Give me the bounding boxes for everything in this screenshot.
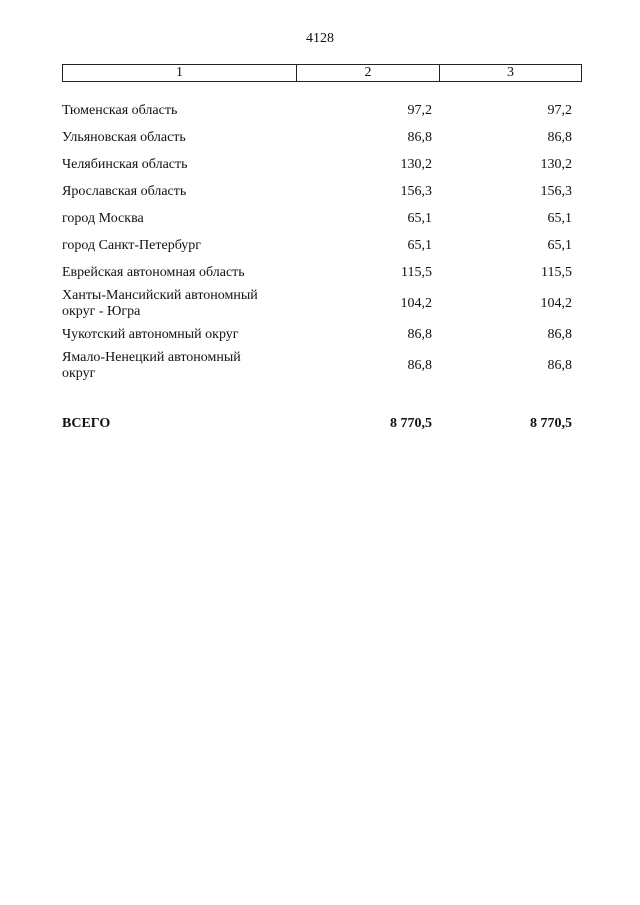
region-name-line2: округ [62, 366, 96, 381]
value-col2: 65,1 [407, 238, 432, 253]
value-col2: 86,8 [407, 130, 432, 145]
value-col2: 130,2 [400, 157, 432, 172]
column-header-3: 3 [440, 65, 582, 82]
table-row [62, 288, 578, 320]
value-col2: 86,8 [407, 327, 432, 342]
value-col3: 86,8 [547, 358, 572, 373]
value-col3: 115,5 [541, 265, 572, 280]
total-value-col2: 8 770,5 [390, 416, 432, 431]
table-row [62, 350, 578, 382]
region-name: город Москва [62, 211, 144, 226]
value-col3: 65,1 [547, 211, 572, 226]
value-col3: 86,8 [547, 130, 572, 145]
region-name: Челябинская область [62, 157, 188, 172]
total-value-col3: 8 770,5 [530, 416, 572, 431]
region-name: Ярославская область [62, 184, 187, 199]
value-col3: 65,1 [547, 238, 572, 253]
value-col3: 156,3 [540, 184, 572, 199]
region-name-line2: округ - Югра [62, 304, 141, 319]
region-name: Ульяновская область [62, 130, 186, 145]
region-name: Тюменская область [62, 103, 178, 118]
region-name-line1: Ханты-Мансийский автономный [62, 288, 258, 303]
region-name: город Санкт-Петербург [62, 238, 202, 253]
region-name: Еврейская автономная область [62, 265, 245, 280]
value-col3: 130,2 [540, 157, 572, 172]
value-col2: 97,2 [407, 103, 432, 118]
column-header-table [62, 64, 582, 82]
region-name: Чукотский автономный округ [62, 327, 239, 342]
value-col3: 97,2 [547, 103, 572, 118]
column-header-2: 2 [297, 65, 440, 82]
value-col2: 104,2 [400, 296, 432, 311]
value-col2: 156,3 [400, 184, 432, 199]
value-col2: 86,8 [407, 358, 432, 373]
value-col2: 65,1 [407, 211, 432, 226]
value-col2: 115,5 [401, 265, 432, 280]
value-col3: 104,2 [540, 296, 572, 311]
page-number: 4128 [306, 31, 334, 46]
value-col3: 86,8 [547, 327, 572, 342]
region-name-line1: Ямало-Ненецкий автономный [62, 350, 241, 365]
column-header-row [63, 65, 582, 82]
column-header-1: 1 [63, 65, 297, 82]
total-label: ВСЕГО [62, 416, 111, 431]
